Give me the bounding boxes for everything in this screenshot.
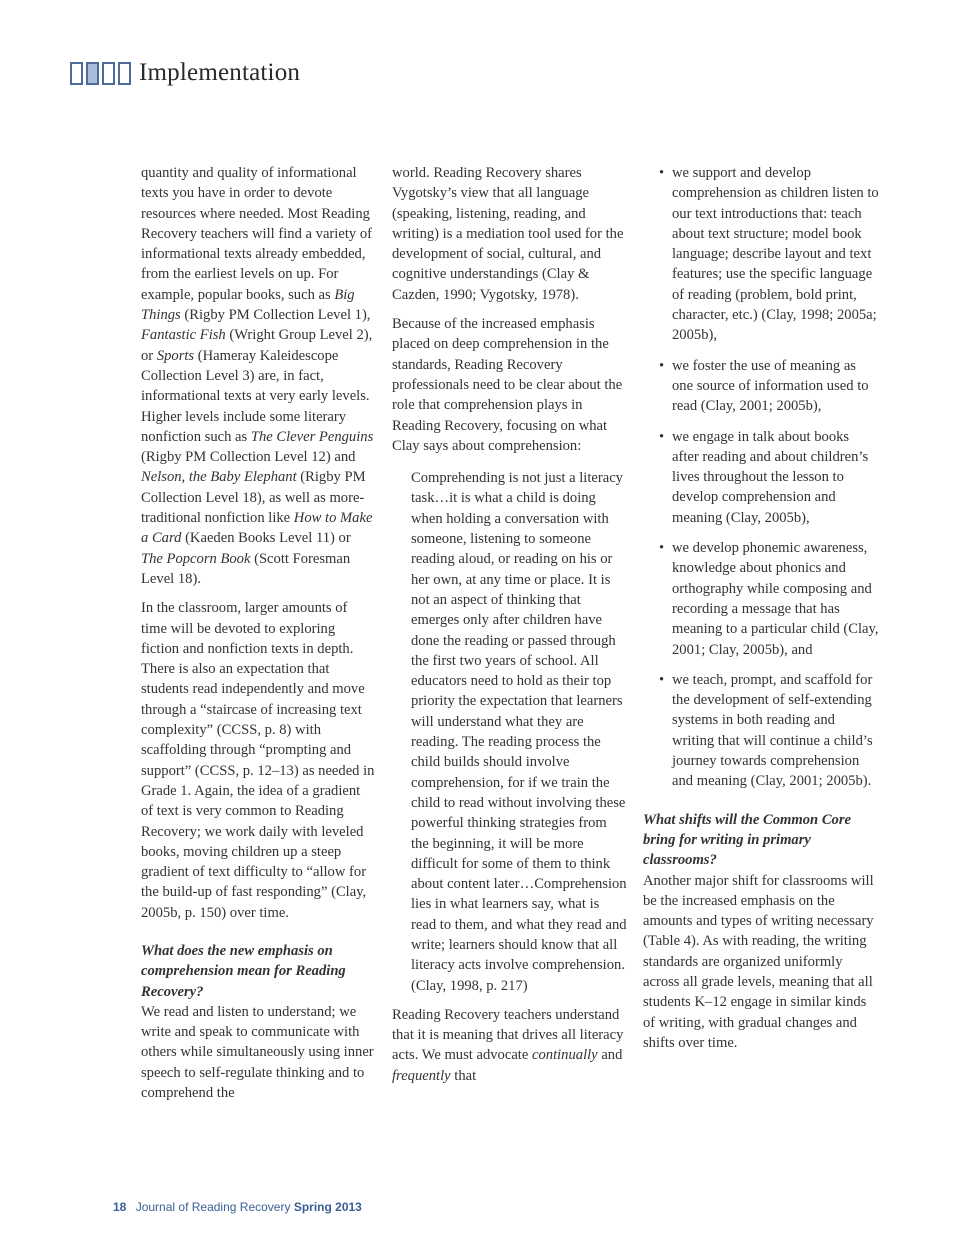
text-run: and bbox=[597, 1047, 623, 1064]
header-box bbox=[102, 62, 115, 85]
list-item-text: we engage in talk about books after reading and about children’s lives throughout the lesson to develop comprehension and meaning (Clay, 2005b), bbox=[672, 428, 869, 526]
book-title: The Popcorn Book bbox=[141, 550, 251, 567]
list-item bbox=[643, 670, 879, 792]
journal-name: Journal of Reading Recovery bbox=[135, 1200, 291, 1214]
book-title: How to Make a Card bbox=[141, 510, 373, 547]
page-footer bbox=[113, 1200, 362, 1214]
emphasis-text: continually bbox=[532, 1047, 598, 1064]
text-run: (Scott Foresman Level 18). bbox=[141, 550, 351, 587]
book-title: Nelson, the Baby Elephant bbox=[141, 469, 297, 486]
list-item bbox=[643, 427, 879, 528]
text-run: that bbox=[450, 1067, 477, 1084]
book-title: Fantastic Fish bbox=[141, 327, 226, 344]
subheading-writing: What shifts will the Common Core bring for writing in primary classrooms? bbox=[643, 811, 852, 869]
header-box-filled bbox=[86, 62, 99, 85]
bullet-list bbox=[643, 163, 879, 792]
book-title: Sports bbox=[156, 347, 195, 364]
paragraph-meaning bbox=[392, 1005, 628, 1086]
list-item-text: we foster the use of meaning as one source of information used to read (Clay, 2001; 2005b), bbox=[672, 357, 869, 415]
book-title: The Clever Penguins bbox=[250, 428, 374, 445]
list-item-text: we support and develop comprehension as children listen to our text introductions that: teach about text structure; model book language; describe layout and text features; use the specific language of reading (problem, bold print, character, etc.) (Clay, 1998; 2005a; 2005b), bbox=[672, 165, 879, 344]
page-number: 18 bbox=[113, 1200, 127, 1214]
emphasis-text: frequently bbox=[392, 1067, 451, 1084]
text-run: (Kaeden Books Level 11) or bbox=[181, 530, 351, 547]
book-title: Big Things bbox=[141, 286, 355, 324]
bullet-icon: • bbox=[659, 357, 665, 374]
bullet-icon: • bbox=[659, 428, 665, 445]
paragraph-classroom: In the classroom, larger amounts of time will be devoted to exploring fiction and nonfiction texts in depth. There is also an expectation that students read independently and move through a “staircase of increasing text complexity” (CCSS, p. 8) with scaffolding through “prompting and support” (CCSS, p. 12–13) as needed in Grade 1. Again, the idea of a gradient of text is very common to Reading Recovery; we work daily with leveled books, moving children up a steep gradient of text difficulty to “allow for the build-up of fast responding” (Clay, 2005b, p. 150) over time. bbox=[141, 600, 375, 921]
text-run: Reading Recovery teachers understand that it is meaning that drives all literacy acts. We must advocate bbox=[392, 1006, 624, 1064]
paragraph-writing-shift: Another major shift for classrooms will be the increased emphasis on the amounts and types of writing necessary (Table 4). As with reading, the writing standards are organized uniformly across all grade levels, meaning that all students K–12 engage in similar kinds of writing, with gradual changes and shifts over time. bbox=[643, 872, 874, 1051]
column-2 bbox=[392, 163, 628, 1095]
list-item bbox=[643, 163, 879, 346]
text-run: (Rigby PM Collection Level 18), as well as more-traditional nonfiction like bbox=[141, 469, 366, 527]
paragraph-vygotsky: world. Reading Recovery shares Vygotsky’s view that all language (speaking, listening, reading, and writing) is a mediation tool used for the development of social, cultural, and cognitive understandings (Clay & Cazden, 1990; Vygotsky, 1978). bbox=[392, 165, 624, 303]
block-quote: Comprehending is not just a literacy task…it is what a child is doing when holding a conversation with someone, listening to someone reading aloud, or reading on his or her own, at any time or place. It is not an aspect of thinking that emerges only after children have done the reading or passed through the first two years of school. All educators need to hold as their top priority the expectation that learners will understand what they are reading. The reading process the child builds should involve comprehension, for if we train the child to read without involving these powerful thinking strategies from the beginning, it will be more difficult for some of them to think about content later…Comprehension lies in what learners say, what is read to them, and what they read and write; learners should know that all literacy acts involve comprehension. (Clay, 1998, p. 217) bbox=[411, 470, 627, 994]
bullet-icon: • bbox=[659, 540, 665, 557]
paragraph-informational-texts bbox=[141, 163, 375, 589]
section-title: Implementation bbox=[139, 59, 301, 86]
bullet-icon: • bbox=[659, 165, 665, 181]
paragraph-emphasis: Because of the increased emphasis placed on deep comprehension in the standards, Reading Recovery professionals need to be clear about the role that comprehension plays in Reading Recovery, focusing on what Clay says about comprehension: bbox=[392, 316, 623, 454]
bullet-icon: • bbox=[659, 671, 665, 688]
list-item bbox=[643, 356, 879, 417]
header-boxes-decoration bbox=[70, 62, 131, 85]
subheading-comprehension: What does the new emphasis on comprehension mean for Reading Recovery? bbox=[141, 942, 346, 1000]
running-header bbox=[70, 57, 300, 89]
text-run: (Wright Group Level 2), or bbox=[141, 327, 373, 364]
list-item-text: we teach, prompt, and scaffold for the development of self-extending systems in both reading and writing that will continue a child’s journey towards comprehension and meaning (Clay, 2001; 2005b). bbox=[672, 671, 873, 790]
text-run: (Rigby PM Collection Level 1), bbox=[180, 307, 371, 324]
text-run: quantity and quality of informational texts you have in order to devote resources where needed. Most Reading Recovery teachers will find a variety of informational texts already embedded, from the earliest levels on up. For example, popular books, such as bbox=[141, 165, 372, 303]
paragraph-read-listen: We read and listen to understand; we write and speak to communicate with others while simultaneously using inner speech to self-regulate thinking and to comprehend the bbox=[141, 1003, 374, 1102]
list-item bbox=[643, 538, 879, 660]
column-3 bbox=[643, 163, 879, 1062]
text-run: (Hameray Kaleidescope Collection Level 3) are, in fact, informational texts at very early levels. Higher levels include some literary nonfiction such as bbox=[141, 347, 370, 445]
header-box bbox=[118, 62, 131, 85]
text-run: (Rigby PM Collection Level 12) and bbox=[141, 449, 356, 466]
header-box bbox=[70, 62, 83, 85]
issue-label: Spring 2013 bbox=[293, 1200, 362, 1214]
column-1 bbox=[141, 163, 375, 1112]
list-item-text: we develop phonemic awareness, knowledge about phonics and orthography while composing and recording a message that has meaning to a particular child (Clay, 2001; Clay, 2005b), and bbox=[672, 540, 879, 658]
